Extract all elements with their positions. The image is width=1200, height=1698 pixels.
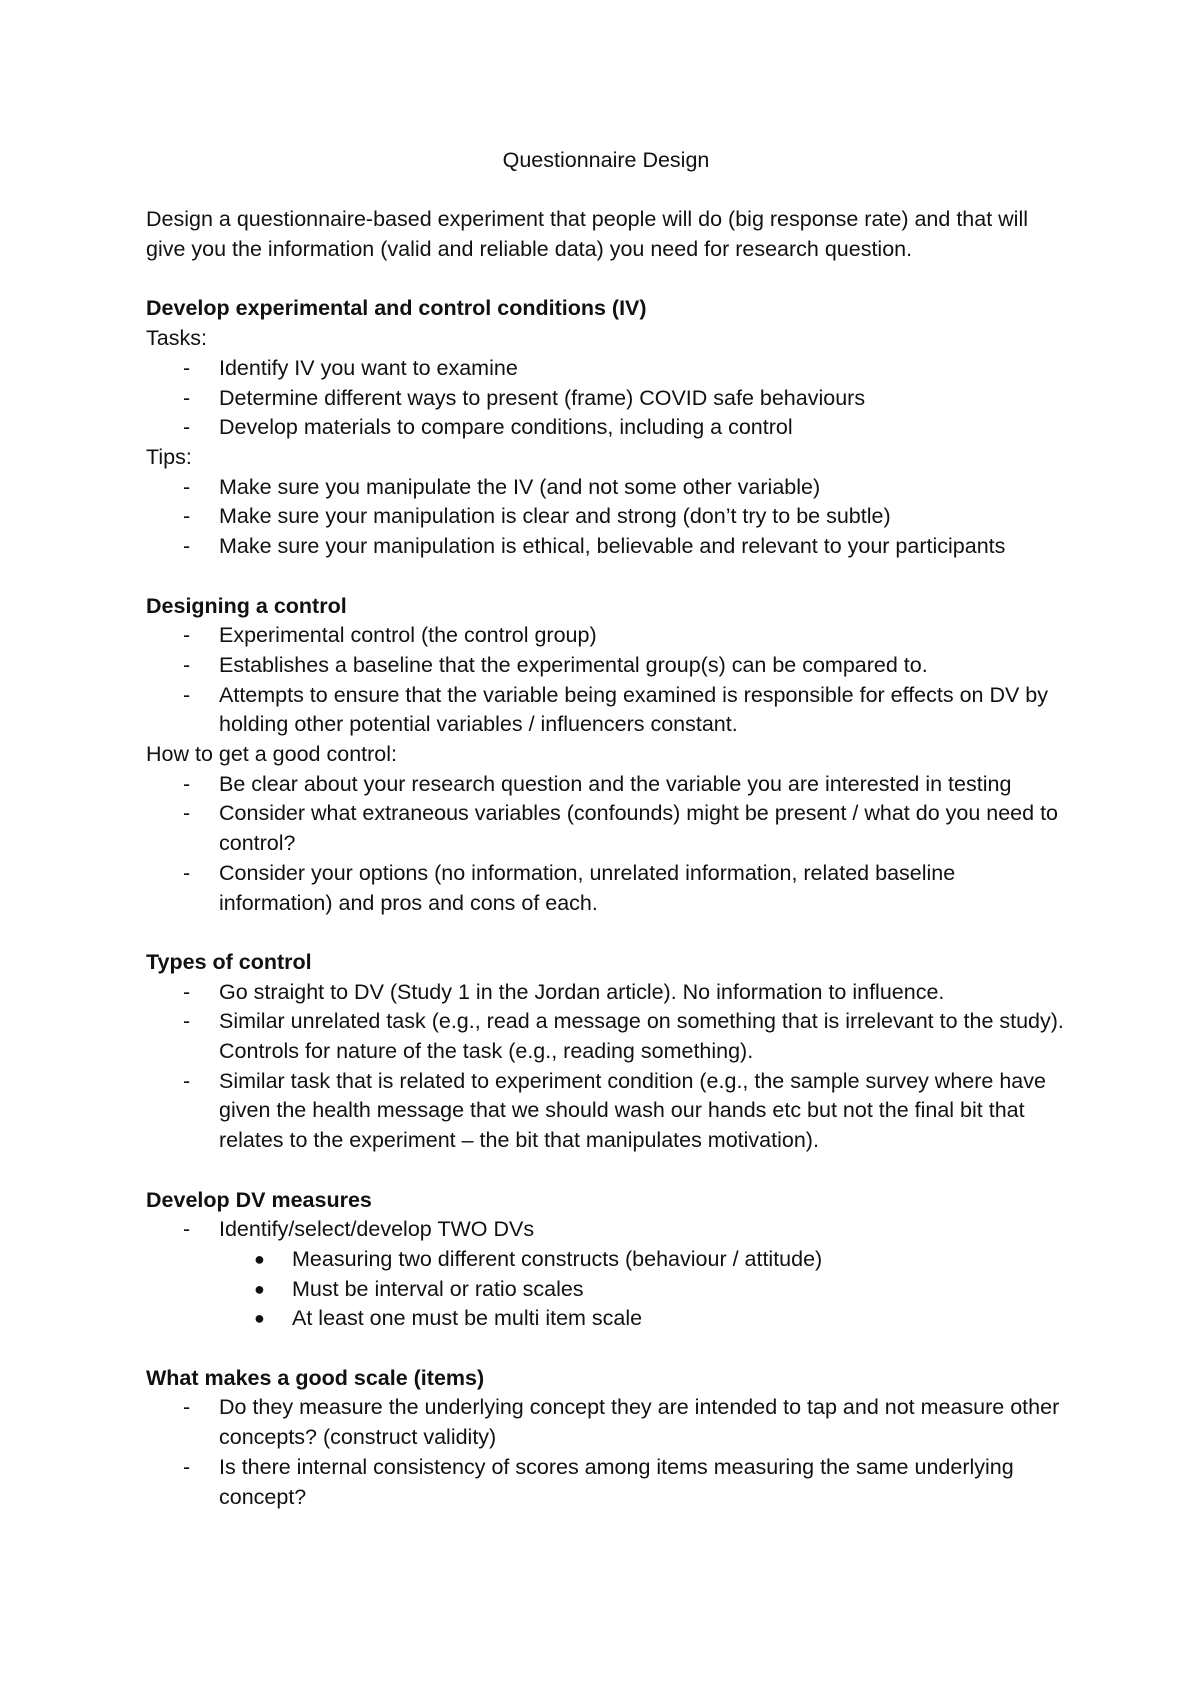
list-item: - Attempts to ensure that the variable being examined is responsible for effects on DV by holding other potential variables / influencers constant. <box>183 682 1049 737</box>
dash-marker: - <box>183 474 191 499</box>
dash-marker: - <box>183 682 191 707</box>
document-title: Questionnaire Design <box>502 148 710 172</box>
list-item: - Make sure you manipulate the IV (and not some other variable) <box>146 473 1066 503</box>
list-item: - Consider what extraneous variables (confounds) might be present / what do you need to control? <box>183 801 1058 856</box>
intro-paragraph: Design a questionnaire-based experiment that people will do (big response rate) and that will give you the information (valid and reliable data) you need for research question. <box>146 207 1029 262</box>
dash-marker: - <box>183 652 191 677</box>
dash-marker: - <box>183 1454 191 1479</box>
list-item: - Develop materials to compare conditions, including a control <box>146 413 1066 443</box>
dash-marker: - <box>183 1068 191 1093</box>
tasks-label: Tasks: <box>146 326 207 351</box>
tasks-list <box>146 354 1066 443</box>
list-item: - Make sure your manipulation is clear and strong (don’t try to be subtle) <box>146 502 1066 532</box>
dash-marker: - <box>183 355 191 380</box>
list-item: - Do they measure the underlying concept they are intended to tap and not measure other concepts? (construct validity) <box>183 1395 1060 1450</box>
bullet-marker: ● <box>254 1308 265 1329</box>
list-item: - Similar task that is related to experiment condition (e.g., the sample survey where have given the health message that we should wash our hands etc but not the final bit that relates to the experiment – the bit that manipulates motivation). <box>183 1068 1046 1153</box>
section-heading-good-scale: What makes a good scale (items) <box>146 1365 485 1390</box>
bullet-marker: ● <box>254 1278 265 1299</box>
list-item: - Go straight to DV (Study 1 in the Jordan article). No information to influence. <box>146 978 1066 1008</box>
dash-marker: - <box>183 415 191 440</box>
dash-marker: - <box>183 534 191 559</box>
document-page <box>146 146 1066 1512</box>
list-item: - Identify IV you want to examine <box>146 354 1066 384</box>
section-heading-develop-dv: Develop DV measures <box>146 1187 372 1212</box>
dash-marker: - <box>183 771 191 796</box>
list-item: - Establishes a baseline that the experimental group(s) can be compared to. <box>146 651 1066 681</box>
how-to-list <box>146 770 1066 919</box>
list-item: - Consider your options (no information, unrelated information, related baseline information) and pros and cons of each. <box>183 860 956 915</box>
dash-marker: - <box>183 801 191 826</box>
section-heading-types-of-control: Types of control <box>146 949 312 974</box>
dv-sub-list <box>146 1245 1066 1334</box>
dash-marker: - <box>183 979 191 1004</box>
list-item: ● At least one must be multi item scale <box>146 1304 1066 1334</box>
scale-list <box>146 1393 1066 1512</box>
types-list <box>146 978 1066 1156</box>
list-item: - Experimental control (the control group) <box>146 621 1066 651</box>
dash-marker: - <box>183 860 191 885</box>
section-heading-designing-control: Designing a control <box>146 593 347 618</box>
dash-marker: - <box>183 1217 191 1242</box>
tips-label: Tips: <box>146 445 192 469</box>
list-item: ● Measuring two different constructs (behaviour / attitude) <box>146 1245 1066 1275</box>
section-heading-develop-conditions: Develop experimental and control conditions (IV) <box>146 296 647 321</box>
list-item: - Be clear about your research question and the variable you are interested in testing <box>146 770 1066 800</box>
list-item: - Is there internal consistency of scores among items measuring the same underlying concept? <box>183 1454 1014 1509</box>
control-list <box>146 621 1066 740</box>
list-item: - Make sure your manipulation is ethical, believable and relevant to your participants <box>146 532 1066 562</box>
dash-marker: - <box>183 504 191 529</box>
dash-marker: - <box>183 1009 191 1034</box>
tips-list <box>146 473 1066 562</box>
list-item: - Similar unrelated task (e.g., read a message on something that is irrelevant to the study). Controls for nature of the task (e.g., reading something). <box>183 1009 1064 1064</box>
bullet-marker: ● <box>254 1248 265 1269</box>
dash-marker: - <box>183 1395 191 1420</box>
dash-marker: - <box>183 385 191 410</box>
dv-list <box>146 1215 1066 1245</box>
how-to-label: How to get a good control: <box>146 742 397 767</box>
list-item: ● Must be interval or ratio scales <box>146 1275 1066 1305</box>
list-item: - Determine different ways to present (frame) COVID safe behaviours <box>146 384 1066 414</box>
list-item: - Identify/select/develop TWO DVs <box>146 1215 1066 1245</box>
dash-marker: - <box>183 623 191 648</box>
